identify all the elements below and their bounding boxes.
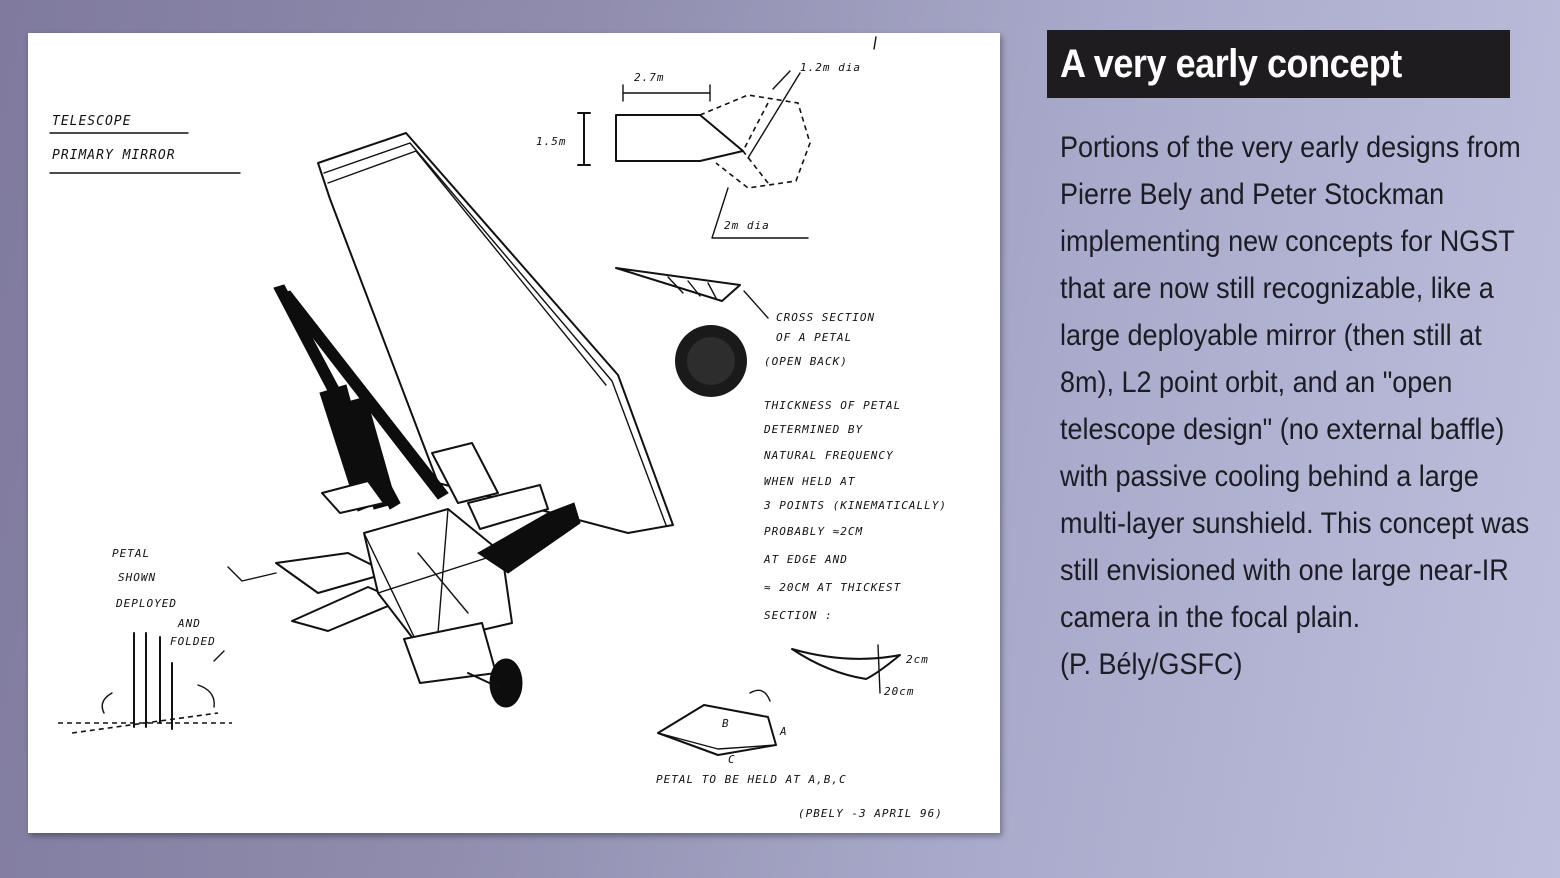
point-c-label: C xyxy=(728,753,736,766)
page-title: A very early concept xyxy=(1060,41,1402,86)
point-a-label: A xyxy=(780,725,788,738)
cross-section-line-1: CROSS SECTION xyxy=(776,311,876,324)
svg-text:3 POINTS (KINEMATICALLY): 3 POINTS (KINEMATICALLY) xyxy=(764,499,947,512)
petal-support-points-sketch xyxy=(656,690,943,820)
telescope-concept-sketch xyxy=(28,33,1000,833)
concept-sketch-panel xyxy=(28,33,1000,833)
dim-1-5m: 1.5m xyxy=(536,135,567,148)
dim-2cm: 2cm xyxy=(906,653,929,666)
point-b-label: B xyxy=(722,717,730,730)
svg-text:THICKNESS OF PETAL: THICKNESS OF PETAL xyxy=(764,399,902,412)
svg-text:FOLDED: FOLDED xyxy=(170,635,216,648)
petal-dimension-sketch xyxy=(536,61,861,238)
svg-text:DETERMINED BY: DETERMINED BY xyxy=(764,423,864,436)
svg-text:SECTION :: SECTION : xyxy=(764,609,833,622)
telescope-drawing xyxy=(274,133,673,707)
title-bar xyxy=(1047,30,1510,98)
svg-text:SHOWN: SHOWN xyxy=(118,571,157,584)
dim-2-7m: 2.7m xyxy=(634,71,665,84)
svg-text:AND: AND xyxy=(178,617,201,630)
sketch-label-telescope: TELESCOPE xyxy=(52,114,132,129)
petal-held-note: PETAL TO BE HELD AT A,B,C xyxy=(656,773,847,786)
description-text: Portions of the very early designs from Pierre Bely and Peter Stockman implementing new concepts for NGST that are now still recognizable, like a large deployable mirror (then still at 8m), L2 point orbit, and an "open telescope design" (no external baffle) with passive cooling behind a large multi-layer sunshield. This concept was still envisioned with one large near-IR camera in the focal plain. xyxy=(1060,131,1530,634)
svg-text:DEPLOYED: DEPLOYED xyxy=(116,597,177,610)
svg-text:≈ 20CM AT THICKEST: ≈ 20CM AT THICKEST xyxy=(764,581,902,594)
svg-text:WHEN HELD AT: WHEN HELD AT xyxy=(764,475,856,488)
sketch-signature: (PBELY -3 APRIL 96) xyxy=(798,807,943,820)
dim-1-2m-dia: 1.2m dia xyxy=(800,61,861,74)
svg-text:AT EDGE AND: AT EDGE AND xyxy=(764,553,848,566)
svg-text:PROBABLY ≈2CM: PROBABLY ≈2CM xyxy=(764,525,864,538)
description-block xyxy=(1060,124,1540,688)
svg-text:NATURAL FREQUENCY: NATURAL FREQUENCY xyxy=(764,449,894,462)
pen-mark xyxy=(874,37,876,49)
svg-text:PETAL: PETAL xyxy=(112,547,151,560)
cross-section-line-3: (OPEN BACK) xyxy=(764,355,848,368)
dim-2m-dia: 2m dia xyxy=(724,219,770,232)
cross-section-line-2: OF A PETAL xyxy=(776,331,853,344)
image-credit: (P. Bély/GSFC) xyxy=(1060,648,1243,681)
dim-20cm: 20cm xyxy=(884,685,915,698)
sketch-label-primary-mirror: PRIMARY MIRROR xyxy=(52,148,176,163)
petal-folded-sketch xyxy=(58,547,276,733)
thickness-note xyxy=(763,399,947,622)
thickness-profile-sketch xyxy=(792,645,929,698)
